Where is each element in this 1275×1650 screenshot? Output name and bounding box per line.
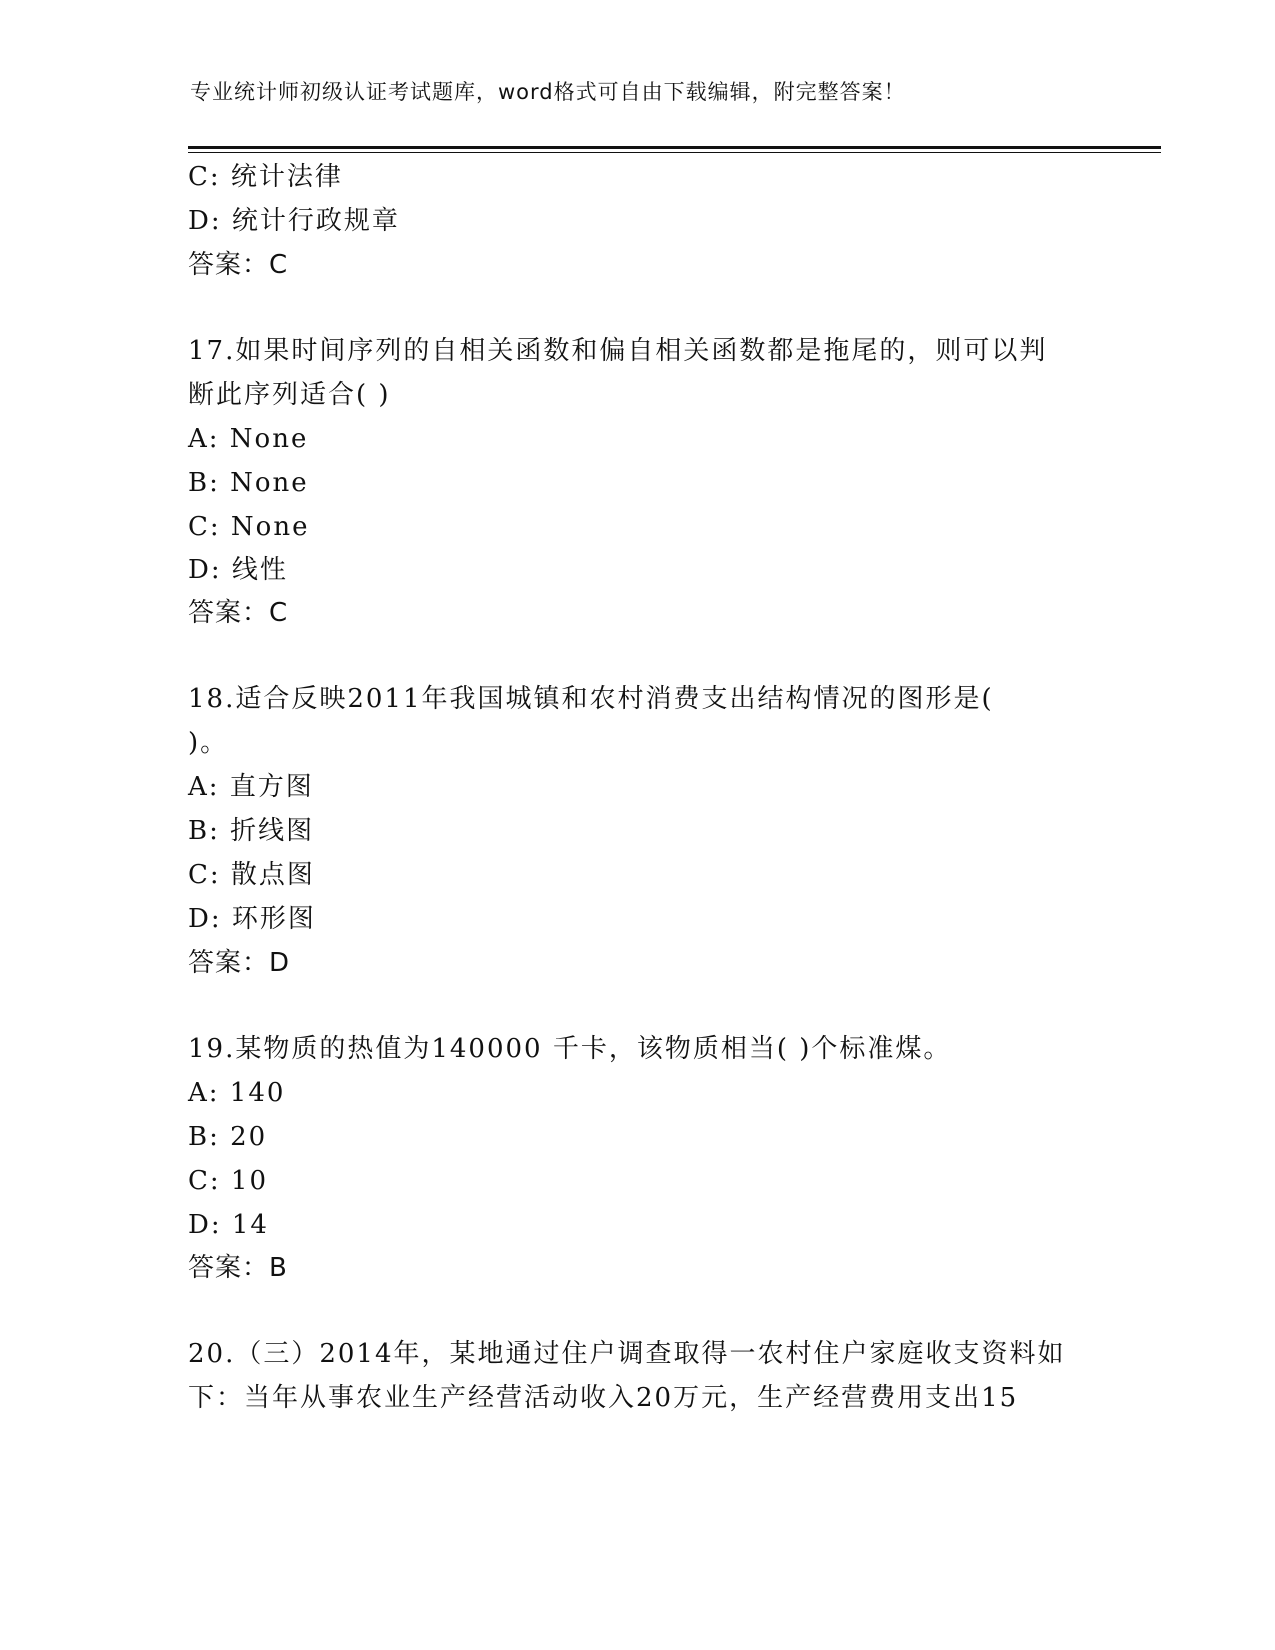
question-17-answer: 答案：C [188,598,289,628]
page-header: 专业统计师初级认证考试题库，word格式可自由下载编辑，附完整答案！ [190,80,906,104]
question-17-stem-line1: 17.如果时间序列的自相关函数和偏自相关函数都是拖尾的，则可以判 [188,336,1048,366]
header-rule-thick [188,146,1161,149]
option-c: C: 统计法律 [188,162,343,192]
question-18-answer: 答案：D [188,948,291,978]
answer-line: 答案：C [188,250,289,280]
question-17-option-a: A: None [188,424,309,454]
question-18-stem-line1: 18.适合反映2011年我国城镇和农村消费支出结构情况的图形是( [188,684,994,714]
question-19-option-d: D: 14 [188,1210,269,1240]
question-17-stem-line2: 断此序列适合( ) [188,380,391,410]
question-17-option-d: D: 线性 [188,555,288,585]
question-17-option-c: C: None [188,512,310,542]
question-18-option-c: C: 散点图 [188,860,315,890]
question-18-option-d: D: 环形图 [188,904,316,934]
question-19-answer: 答案：B [188,1253,288,1283]
question-19-option-a: A: 140 [188,1078,286,1108]
question-19-stem-line1: 19.某物质的热值为140000 千卡，该物质相当( )个标准煤。 [188,1034,952,1064]
question-20-stem-line1: 20.（三）2014年，某地通过住户调查取得一农村住户家庭收支资料如 [188,1339,1066,1369]
question-20-stem-line2: 下：当年从事农业生产经营活动收入20万元，生产经营费用支出15 [188,1383,1019,1413]
question-19-option-b: B: 20 [188,1122,268,1152]
header-rule-thin [188,152,1161,153]
question-18-option-a: A: 直方图 [188,772,314,802]
option-d: D: 统计行政规章 [188,206,400,236]
question-18-stem-line2: )。 [188,728,229,758]
question-17-option-b: B: None [188,468,309,498]
question-18-option-b: B: 折线图 [188,816,315,846]
question-19-option-c: C: 10 [188,1166,269,1196]
